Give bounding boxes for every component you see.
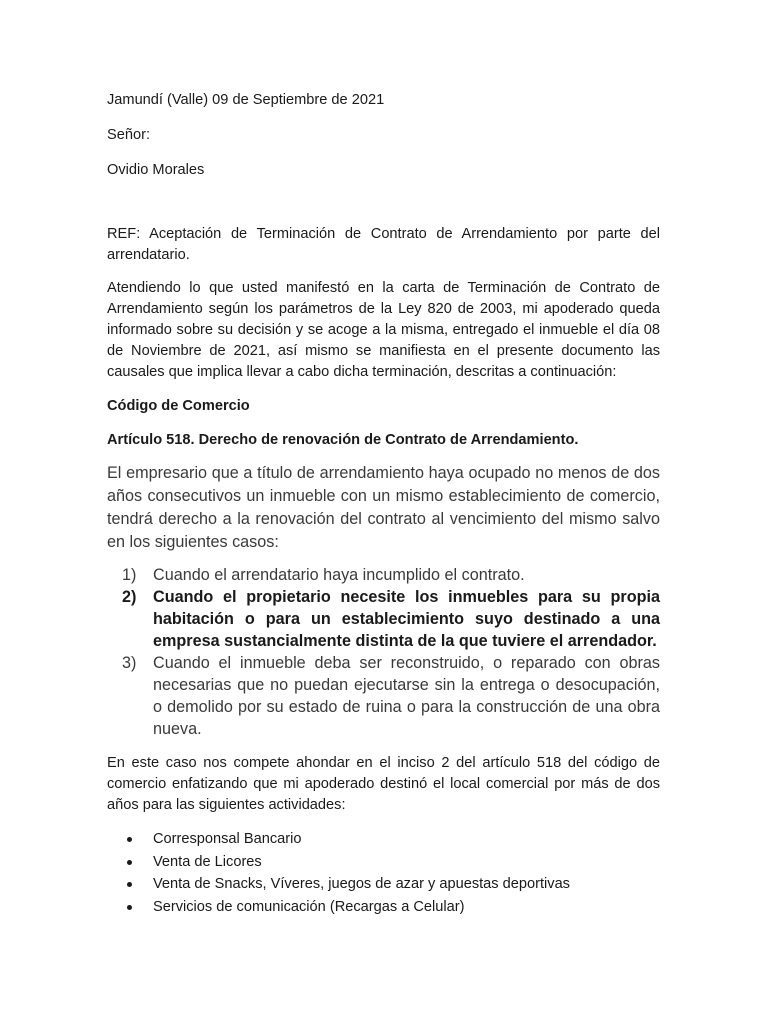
activity-item — [107, 851, 660, 874]
activity-item — [107, 873, 660, 896]
activities-list — [107, 828, 660, 918]
article-heading: Artículo 518. Derecho de renovación de Contrato de Arrendamiento. — [107, 432, 579, 448]
case-item — [107, 564, 660, 586]
bullet-icon — [127, 905, 132, 910]
bullet-icon — [127, 882, 132, 887]
activity-text: Venta de Snacks, Víveres, juegos de azar y apuestas deportivas — [153, 876, 570, 892]
case-text: Cuando el arrendatario haya incumplido el contrato. — [153, 566, 525, 584]
activity-text: Venta de Licores — [153, 853, 262, 870]
case-item — [107, 586, 660, 652]
activity-item — [107, 828, 660, 851]
reference-line: REF: Aceptación de Terminación de Contrato de Arrendamiento por parte del arrendatario. — [107, 226, 660, 263]
bullet-icon — [127, 860, 132, 865]
salutation: Señor: — [107, 127, 150, 143]
closing-paragraph: En este caso nos compete ahondar en el inciso 2 del artículo 518 del código de comercio enfatizando que mi apoderado destinó el local comercial por más de dos años para las siguientes actividades: — [107, 755, 660, 813]
activity-item — [107, 896, 660, 919]
code-heading: Código de Comercio — [107, 398, 250, 414]
case-number: 3) — [122, 654, 137, 672]
case-number: 2) — [122, 588, 137, 606]
article-text: El empresario que a título de arrendamiento haya ocupado no menos de dos años consecutivos un inmueble con un mismo establecimiento de comercio, tendrá derecho a la renovación del contrato al vencimiento del mismo salvo en los siguientes casos: — [107, 464, 660, 551]
recipient-name: Ovidio Morales — [107, 162, 205, 178]
cases-list — [107, 564, 660, 740]
case-text: Cuando el inmueble deba ser reconstruido, o reparado con obras necesarias que no puedan ejecutarse sin la entrega o desocupación, o demolido por su estado de ruina o para la construcción de una obra nueva. — [153, 654, 660, 738]
document-page — [107, 88, 660, 918]
place-date: Jamundí (Valle) 09 de Septiembre de 2021 — [107, 92, 385, 108]
activity-text: Servicios de comunicación (Recargas a Celular) — [153, 898, 465, 915]
bullet-icon — [127, 837, 132, 842]
activity-text: Corresponsal Bancario — [153, 831, 302, 847]
case-number: 1) — [122, 566, 137, 584]
case-text: Cuando el propietario necesite los inmuebles para su propia habitación o para un establecimiento suyo destinado a una empresa sustancialmente distinta de la que tuviere el arrendador. — [153, 588, 660, 650]
case-item — [107, 652, 660, 740]
intro-paragraph: Atendiendo lo que usted manifestó en la carta de Terminación de Contrato de Arrendamiento según los parámetros de la Ley 820 de 2003, mi apoderado queda informado sobre su decisión y se acoge a la misma, entregado el inmueble el día 08 de Noviembre de 2021, así mismo se manifiesta en el presente documento las causales que implica llevar a cabo dicha terminación, descritas a continuación: — [107, 280, 660, 380]
